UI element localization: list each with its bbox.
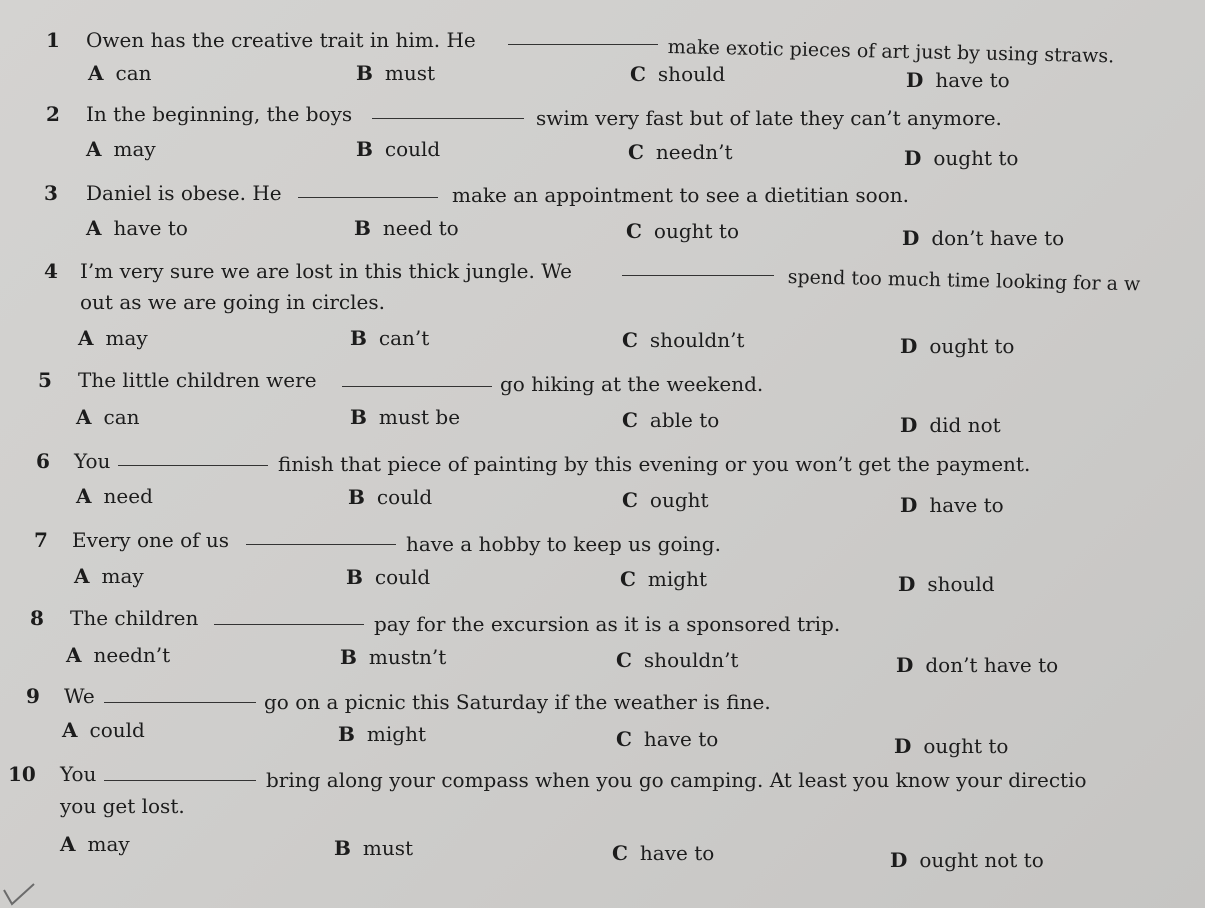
answer-blank[interactable] [622, 259, 774, 276]
option-b[interactable]: B could [346, 565, 431, 589]
answer-blank[interactable] [104, 764, 256, 781]
answer-blank[interactable] [246, 528, 396, 545]
question-text-continuation: out as we are going in circles. [80, 290, 385, 314]
option-d[interactable]: D don’t have to [902, 226, 1065, 250]
option-a[interactable]: A can [76, 405, 140, 429]
option-b[interactable]: B can’t [350, 326, 430, 350]
option-c[interactable]: C shouldn’t [616, 648, 739, 672]
option-d[interactable]: D ought to [900, 334, 1015, 358]
question-text-before: Every one of us [72, 528, 230, 552]
option-c[interactable]: C needn’t [628, 140, 733, 164]
option-b[interactable]: B must [334, 836, 414, 860]
option-d[interactable]: D don’t have to [896, 653, 1059, 677]
option-b[interactable]: B need to [354, 216, 459, 240]
question-text-after: bring along your compass when you go camping. At least you know your directio [266, 768, 1087, 792]
question-number: 1 [46, 28, 60, 52]
answer-blank[interactable] [104, 686, 256, 703]
option-a[interactable]: A needn’t [66, 643, 171, 667]
option-a[interactable]: A have to [86, 216, 188, 240]
question-text-after: swim very fast but of late they can’t anymore. [536, 106, 1002, 130]
option-d[interactable]: D have to [900, 493, 1004, 517]
answer-blank[interactable] [508, 28, 658, 45]
question-number: 9 [26, 684, 40, 708]
option-c[interactable]: C might [620, 567, 708, 591]
question-text-after: make an appointment to see a dietitian soon. [452, 183, 909, 207]
answer-blank[interactable] [214, 608, 364, 625]
question-number: 10 [8, 762, 36, 786]
option-a[interactable]: A may [78, 326, 148, 350]
question-text-after: go on a picnic this Saturday if the weather is fine. [264, 690, 771, 714]
question-text-before: In the beginning, the boys [86, 102, 353, 126]
option-d[interactable]: D ought not to [890, 848, 1044, 872]
question-number: 6 [36, 449, 50, 473]
question-text-before: The little children were [78, 368, 317, 392]
option-d[interactable]: D have to [906, 68, 1010, 92]
option-a[interactable]: A could [62, 718, 145, 742]
question-text-before: Daniel is obese. He [86, 181, 282, 205]
option-b[interactable]: B might [338, 722, 426, 746]
option-a[interactable]: A may [60, 832, 130, 856]
option-d[interactable]: D did not [900, 413, 1001, 437]
question-text-after: spend too much time looking for a w [787, 266, 1141, 296]
answer-blank[interactable] [298, 181, 438, 198]
option-c[interactable]: C have to [612, 841, 715, 865]
option-d[interactable]: D should [898, 572, 995, 596]
answer-blank[interactable] [372, 102, 524, 119]
question-number: 3 [44, 181, 58, 205]
question-number: 4 [44, 259, 58, 283]
answer-blank[interactable] [118, 449, 268, 466]
option-b[interactable]: B must [356, 61, 436, 85]
question-number: 7 [34, 528, 48, 552]
option-d[interactable]: D ought to [904, 146, 1019, 170]
question-text-after: pay for the excursion as it is a sponsored trip. [374, 612, 841, 636]
option-a[interactable]: A need [76, 484, 153, 508]
option-a[interactable]: A may [86, 137, 156, 161]
option-b[interactable]: B mustn’t [340, 645, 447, 669]
question-text-after: go hiking at the weekend. [500, 372, 764, 396]
option-a[interactable]: A can [88, 61, 152, 85]
question-text-before: We [64, 684, 95, 708]
question-text-before: The children [70, 606, 199, 630]
option-c[interactable]: C shouldn’t [622, 328, 745, 352]
option-c[interactable]: C have to [616, 727, 719, 751]
question-text-before: Owen has the creative trait in him. He [86, 28, 476, 52]
option-c[interactable]: C ought to [626, 219, 739, 243]
option-d[interactable]: D ought to [894, 734, 1009, 758]
question-text-continuation: you get lost. [60, 794, 185, 818]
question-text-after: have a hobby to keep us going. [406, 532, 721, 556]
option-c[interactable]: C ought [622, 488, 709, 512]
option-b[interactable]: B could [348, 485, 433, 509]
question-text-after: make exotic pieces of art just by using straws. [667, 36, 1115, 68]
question-number: 5 [38, 368, 52, 392]
question-number: 2 [46, 102, 60, 126]
question-text-before: You [60, 762, 97, 786]
pencil-tick-icon [0, 880, 40, 908]
answer-blank[interactable] [342, 370, 492, 387]
question-number: 8 [30, 606, 44, 630]
question-text-before: You [74, 449, 111, 473]
question-text-before: I’m very sure we are lost in this thick jungle. We [80, 259, 572, 283]
question-text-after: finish that piece of painting by this evening or you won’t get the payment. [278, 452, 1031, 476]
option-b[interactable]: B must be [350, 405, 461, 429]
option-c[interactable]: C able to [622, 408, 720, 432]
option-c[interactable]: C should [630, 62, 726, 86]
option-a[interactable]: A may [74, 564, 144, 588]
option-b[interactable]: B could [356, 137, 441, 161]
